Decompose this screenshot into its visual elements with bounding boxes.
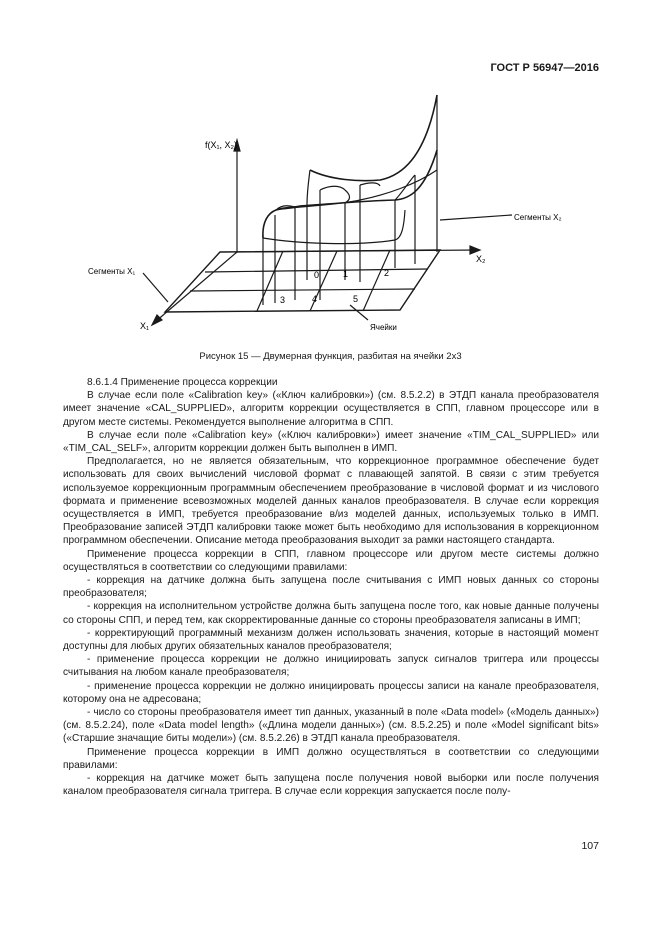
- cell-5: 5: [353, 294, 359, 304]
- body-text: [63, 376, 599, 799]
- paragraph: В случае если поле «Calibration key» («Ключ калибровки») имеет значение «TIM_CAL_SUPPLIED» или «TIM_CAL_SELF», алгоритм коррекции должен быть выполнен в ИМП.: [63, 429, 599, 455]
- x2-axis-arrow: [470, 246, 480, 254]
- segments-x1-label: Сегменты X₁: [88, 267, 136, 276]
- list-item: - коррекция на датчике должна быть запущена после считывания с ИМП новых данных со стороны преобразователя;: [63, 575, 599, 600]
- paragraph: Предполагается, но не является обязательным, что коррекционное программное обеспечение будет использовать для своих вычислений числовой формат с плавающей запятой. В связи с этим требуется используемое коррекционным программным обеспечением преобразование в числовой формат и из числового формата и применение всевозможных моделей данных каналов преобразователя. В случае если коррекция осуществляется в ИМП, требуется преобразование в/из моделей данных, используемых только в ИМП. Преобразование записей ЭТДП калибровки также может быть необходимо для использования в коррекционном программном обеспечении. Описание метода преобразования выходит за рамки настоящего стандарта.: [63, 456, 599, 547]
- paragraph: В случае если поле «Calibration key» («Ключ калибровки») (см. 8.5.2.2) в ЭТДП канала преобразователя имеет значение «CAL_SUPPLIED», алгоритм коррекции осуществляется в СПП, главном процессоре или в другом месте системы. Рекомендуется выполнение алгоритма в СПП.: [63, 390, 599, 428]
- list-item: - коррекция на датчике может быть запущена после получения новой выборки или после получения каналом преобразователя сигнала триггера. В случае если коррекция запускается после полу-: [63, 773, 599, 798]
- paragraph: Применение процесса коррекции в ИМП должно осуществляться в соответствии со следующими правилами:: [63, 746, 599, 771]
- page-number: 107: [581, 840, 599, 852]
- list-item: - применение процесса коррекции не должно инициировать запуск сигналов триггера или процессы считывания на любом канале преобразователя;: [63, 654, 599, 679]
- surface-front-curve: [263, 210, 405, 244]
- surface-back-edge: [310, 95, 437, 181]
- segments-x2-label: Сегменты X₂: [514, 213, 562, 222]
- cell-1: 1: [343, 269, 349, 279]
- f-axis-label: f(X₁, X₂): [205, 140, 238, 150]
- cell-0: 0: [314, 270, 320, 280]
- cell-4: 4: [312, 294, 318, 304]
- section-heading: 8.6.1.4 Применение процесса коррекции: [87, 377, 278, 388]
- cell-3: 3: [280, 295, 286, 305]
- cell-2: 2: [384, 268, 390, 278]
- list-item: - число со стороны преобразователя имеет тип данных, указанный в поле «Data model» («Модель данных») (см. 8.5.2.24), поле «Data model length» («Длина модели данных») (см. 8.5.2.25) и поле «Model significant bits» («Старшие значащие биты модели») (см. 8.5.2.26) в ЭТДП канала преобразователя.: [63, 707, 599, 745]
- list-item: - коррекция на исполнительном устройстве должна быть запущена после того, как новые данные получены со стороны СПП, и перед тем, как скорректированные данные со стороны преобразователя записаны в ИМП;: [63, 601, 599, 626]
- x1-axis-arrow: [152, 315, 162, 325]
- cells-label: Ячейки: [370, 323, 397, 332]
- standard-header: ГОСТ Р 56947—2016: [490, 62, 599, 74]
- list-item: - корректирующий программный механизм должен использовать значения, которые в настоящий момент доступны для любых других обязательных каналов преобразователя;: [63, 627, 599, 653]
- x2-axis-label: X₂: [476, 254, 486, 264]
- paragraph: Применение процесса коррекции в СПП, главном процессоре или другом месте системы должно осуществляться в соответствии со следующими правилами:: [63, 548, 599, 573]
- x1-axis-label: X₁: [140, 321, 150, 331]
- base-plane: [165, 250, 440, 312]
- two-dimensional-function-figure: [0, 0, 661, 380]
- figure-caption: Рисунок 15 — Двумерная функция, разбитая на ячейки 2х3: [199, 351, 462, 362]
- list-item: - применение процесса коррекции не должно инициировать процессы записи на канале преобразователя, которому она не адресована;: [63, 680, 599, 705]
- surface-mid-curve: [276, 170, 437, 210]
- surface-front-edge: [263, 150, 437, 238]
